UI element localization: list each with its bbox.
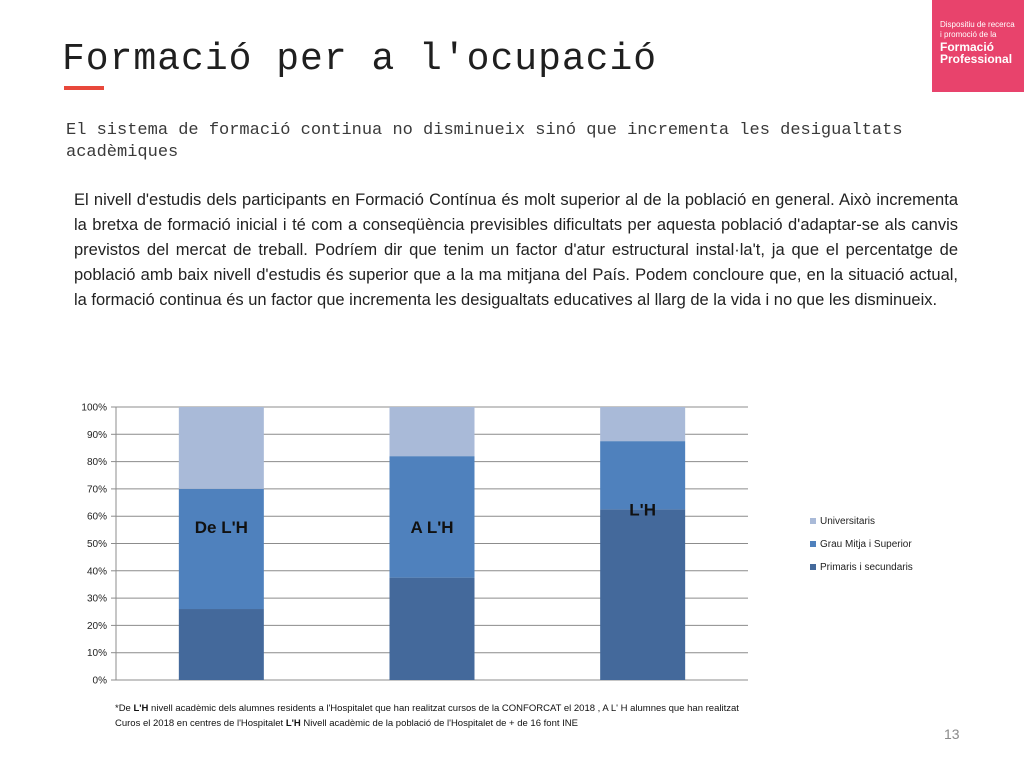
y-tick-label: 20% [86, 620, 107, 632]
y-tick-label: 40% [86, 566, 107, 578]
bar-segment-universitaris [390, 407, 475, 456]
y-tick-label: 100% [81, 402, 107, 414]
legend-label: Universitaris [820, 516, 876, 527]
slide-title: Formació per a l'ocupació [62, 38, 658, 81]
y-tick-label: 90% [86, 429, 107, 441]
legend-swatch [810, 518, 816, 524]
footnote-line-1 [115, 701, 835, 716]
bar-segment-grau-mitja-i-superior [600, 441, 685, 509]
bar-segment-universitaris [179, 407, 264, 489]
legend-label: Primaris i secundaris [820, 562, 913, 573]
footnote-line-2 [115, 716, 835, 731]
bar-segment-primaris-i-secundaris [390, 578, 475, 680]
y-tick-label: 0% [92, 675, 107, 687]
footnote-bold: L'H [133, 703, 149, 714]
legend-swatch [810, 541, 816, 547]
y-tick-label: 80% [86, 457, 107, 469]
body-paragraph: El nivell d'estudis dels participants en Formació Contínua és molt superior al de la població en general. Això incrementa la bretxa de formació inicial i té com a conseqüència previsibles dificultats per aquesta població d'adaptar-se als canvis previstos del mercat de treball. Podríem dir que tenim un factor d'atur estructural instal·la't, ja que el percentatge de població amb baix nivell d'estudis és superior que a la ma mitjana del País. Podem concloure que, en la situació actual, la formació continua és un factor que incrementa les desigualtats educatives al llarg de la vida i no que les disminueix. [74, 191, 958, 309]
category-label: L'H [629, 500, 657, 520]
category-label: A L'H [410, 518, 454, 538]
y-tick-label: 60% [86, 511, 107, 523]
title-accent-bar [64, 86, 104, 90]
footnote-text: *De [115, 703, 134, 714]
bar-segment-primaris-i-secundaris [600, 509, 685, 680]
bar-segment-universitaris [600, 407, 685, 441]
slide-subtitle: El sistema de formació continua no disminueix sinó que incrementa les desigualtats acadèmiques [66, 121, 903, 162]
footnote-text: Curos el 2018 en centres de l'Hospitalet [115, 718, 286, 729]
logo-line-2: i promoció de la [940, 30, 997, 39]
y-tick-label: 10% [86, 648, 107, 660]
footnote-text: Nivell acadèmic de la població de l'Hospitalet de + de 16 font INE [300, 718, 578, 729]
footnote [115, 701, 835, 731]
y-tick-label: 70% [86, 484, 107, 496]
footnote-bold: L'H [285, 718, 301, 729]
logo-line-1: Dispositiu de recerca [940, 20, 1015, 29]
footnote-text: nivell acadèmic dels alumnes residents a l'Hospitalet que han realitzat cursos de la CONFORCAT el 2018 , A L' H alumnes que han realitzat [148, 703, 739, 714]
legend-swatch [810, 564, 816, 570]
bar-segment-grau-mitja-i-superior [179, 489, 264, 609]
y-tick-label: 50% [86, 539, 107, 550]
logo-line-4: Professional [940, 52, 1013, 66]
bar-segment-grau-mitja-i-superior [390, 456, 475, 577]
legend-label: Grau Mitja i Superior [820, 539, 912, 550]
bar-segment-primaris-i-secundaris [179, 609, 264, 680]
stacked-bar-chart [60, 395, 940, 695]
logo-line-3: Formació [940, 40, 995, 54]
page-number: 13 [944, 726, 960, 742]
brand-logo [932, 0, 1024, 92]
y-tick-label: 30% [86, 593, 107, 605]
category-label: De L'H [194, 518, 248, 538]
